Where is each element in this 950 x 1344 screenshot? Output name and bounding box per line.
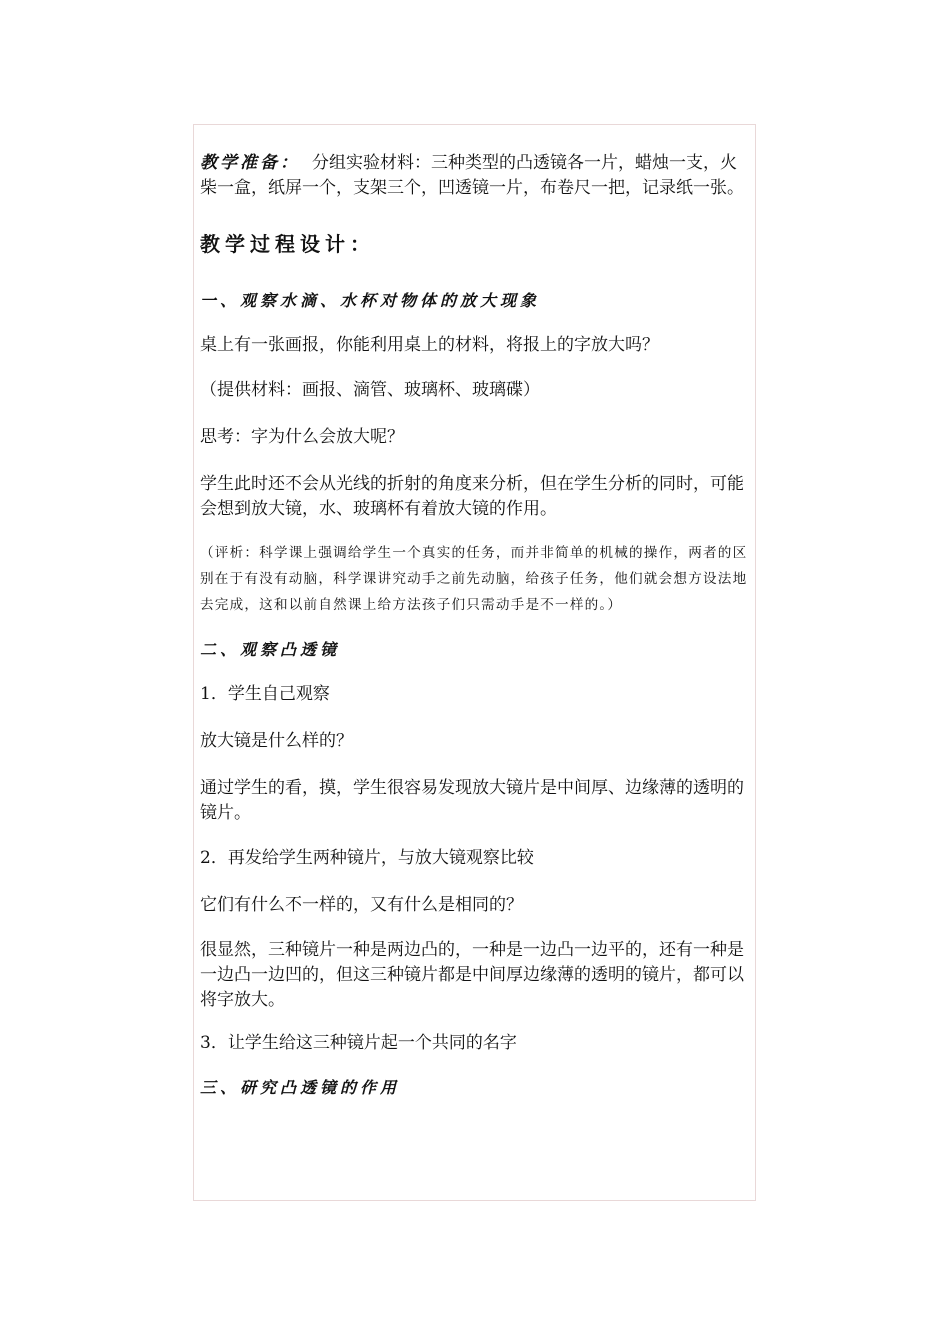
teaching-prep-text: 分组实验材料：三种类型的凸透镜各一片，蜡烛一支，火柴一盒，纸屏一个，支架三个，凹透镜一片，布卷尺一把，记录纸一张。 xyxy=(200,153,744,198)
section-2-step-2: 2．再发给学生两种镜片，与放大镜观察比较 xyxy=(200,848,534,868)
process-design-heading: 教学过程设计： xyxy=(200,232,375,256)
document-page xyxy=(193,124,756,1201)
section-2-step-1: 1．学生自己观察 xyxy=(200,684,330,704)
section-2-question-1: 放大镜是什么样的？ xyxy=(200,731,353,751)
section-2-heading: 二、观察凸透镜 xyxy=(200,640,341,659)
teaching-prep-paragraph xyxy=(200,151,751,201)
section-1-analysis: 学生此时还不会从光线的折射的角度来分析，但在学生分析的同时，可能会想到放大镜，水、玻璃杯有着放大镜的作用。 xyxy=(200,474,744,519)
section-1-materials: （提供材料：画报、滴管、玻璃杯、玻璃碟） xyxy=(200,380,540,400)
section-1-heading: 一、观察水滴、水杯对物体的放大现象 xyxy=(200,291,541,310)
section-1-think: 思考：字为什么会放大呢？ xyxy=(200,427,404,447)
section-2-step-3: 3．让学生给这三种镜片起一个共同的名字 xyxy=(200,1033,517,1053)
section-2-question-2: 它们有什么不一样的，又有什么是相同的？ xyxy=(200,895,523,915)
section-1-comment: （评析：科学课上强调给学生一个真实的任务，而并非简单的机械的操作，两者的区别在于有没有动脑，科学课讲究动手之前先动脑，给孩子任务，他们就会想方设法地去完成，这和以前自然课上给方法孩子们只需动手是不一样的。） xyxy=(200,545,748,613)
section-3-heading: 三、研究凸透镜的作用 xyxy=(200,1078,401,1097)
section-2-answer-1: 通过学生的看，摸，学生很容易发现放大镜片是中间厚、边缘薄的透明的镜片。 xyxy=(200,778,744,823)
teaching-prep-label: 教学准备： xyxy=(200,153,300,173)
section-2-answer-2: 很显然，三种镜片一种是两边凸的，一种是一边凸一边平的，还有一种是一边凸一边凹的，但这三种镜片都是中间厚边缘薄的透明的镜片，都可以将字放大。 xyxy=(200,940,744,1010)
section-1-question: 桌上有一张画报，你能利用桌上的材料，将报上的字放大吗？ xyxy=(200,335,659,355)
